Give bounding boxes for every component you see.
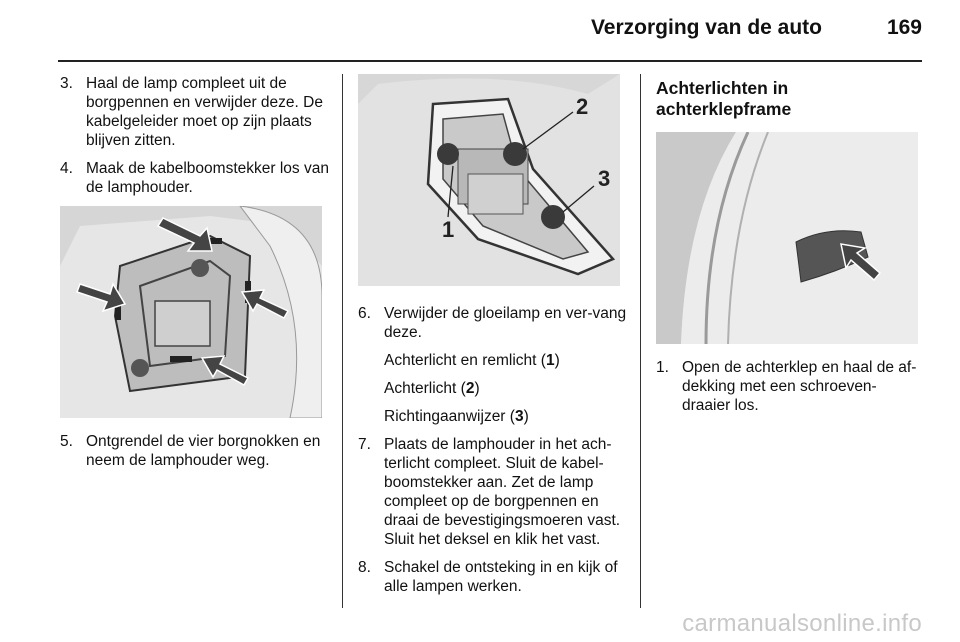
- watermark-text: carmanualsonline.info: [682, 610, 922, 637]
- bulb-ref-number: 2: [465, 380, 475, 397]
- column-divider-right: [640, 74, 641, 608]
- page-number: 169: [886, 16, 922, 39]
- list-item-step-3: [60, 74, 330, 150]
- bulb-ref-text: Achterlicht en remlicht (: [384, 352, 546, 369]
- step-text: Verwijder de gloeilamp en ver-vang deze.: [384, 305, 627, 341]
- bulb-ref-number: 1: [545, 352, 555, 369]
- list-item-step-8: [358, 558, 628, 596]
- section-title: Achterlichten in achterklepframe: [656, 78, 792, 119]
- step-number: 3.: [60, 75, 73, 92]
- bulb-ref-1: [358, 351, 628, 370]
- column-divider-left: [342, 74, 343, 608]
- bulb-layout-figure: [358, 74, 620, 286]
- step-text: Maak de kabelboomstekker los van de lamphouder.: [86, 160, 329, 196]
- step-number: 4.: [60, 160, 73, 177]
- page-header-title: Verzorging van de auto: [590, 16, 822, 39]
- bulb-ref-close: ): [523, 408, 529, 425]
- bulb-ref-text: Achterlicht (: [384, 380, 466, 397]
- bulb-ref-number: 3: [514, 408, 524, 425]
- bulb-ref-text: Richtingaanwijzer (: [384, 408, 515, 425]
- bulb-ref-close: ): [474, 380, 480, 397]
- list-item-step-1: [656, 358, 922, 415]
- list-item-step-6: [358, 304, 628, 342]
- step-number: 5.: [60, 433, 73, 450]
- tailgate-cover-figure: [656, 132, 918, 344]
- step-text: Open de achterklep en haal de af-dekking met een schroeven-draaier los.: [682, 359, 917, 414]
- list-item-step-5: [60, 432, 330, 470]
- step-number: 7.: [358, 436, 371, 453]
- list-item-step-7: [358, 435, 628, 549]
- callout-label-2: 2: [576, 94, 589, 119]
- lamp-holder-release-figure: [60, 206, 322, 418]
- list-item-step-4: [60, 159, 330, 197]
- step-number: 6.: [358, 305, 371, 322]
- step-number: 1.: [656, 359, 669, 376]
- column-1: [60, 74, 330, 479]
- column-3: [656, 74, 922, 424]
- step-text: Schakel de ontsteking in en kijk of alle lampen werken.: [384, 559, 618, 595]
- step-number: 8.: [358, 559, 371, 576]
- bulb-ref-3: [358, 407, 628, 426]
- bulb-ref-close: ): [554, 352, 560, 369]
- header-rule: [58, 60, 922, 62]
- step-text: Plaats de lamphouder in het ach-terlicht compleet. Sluit de kabel-boomstekker aan. Zet de lamp compleet op de borgpennen en draai de bevestigingsmoeren vast. Sluit het deksel en klik het vast.: [384, 436, 621, 548]
- step-text: Ontgrendel de vier borgnokken en neem de lamphouder weg.: [86, 433, 321, 469]
- column-2: [358, 74, 628, 605]
- callout-label-3: 3: [598, 166, 611, 191]
- step-text: Haal de lamp compleet uit de borgpennen en verwijder deze. De kabelgeleider moet op zijn plaats blijven zitten.: [86, 75, 323, 149]
- callout-label-1: 1: [442, 217, 455, 242]
- bulb-ref-2: [358, 379, 628, 398]
